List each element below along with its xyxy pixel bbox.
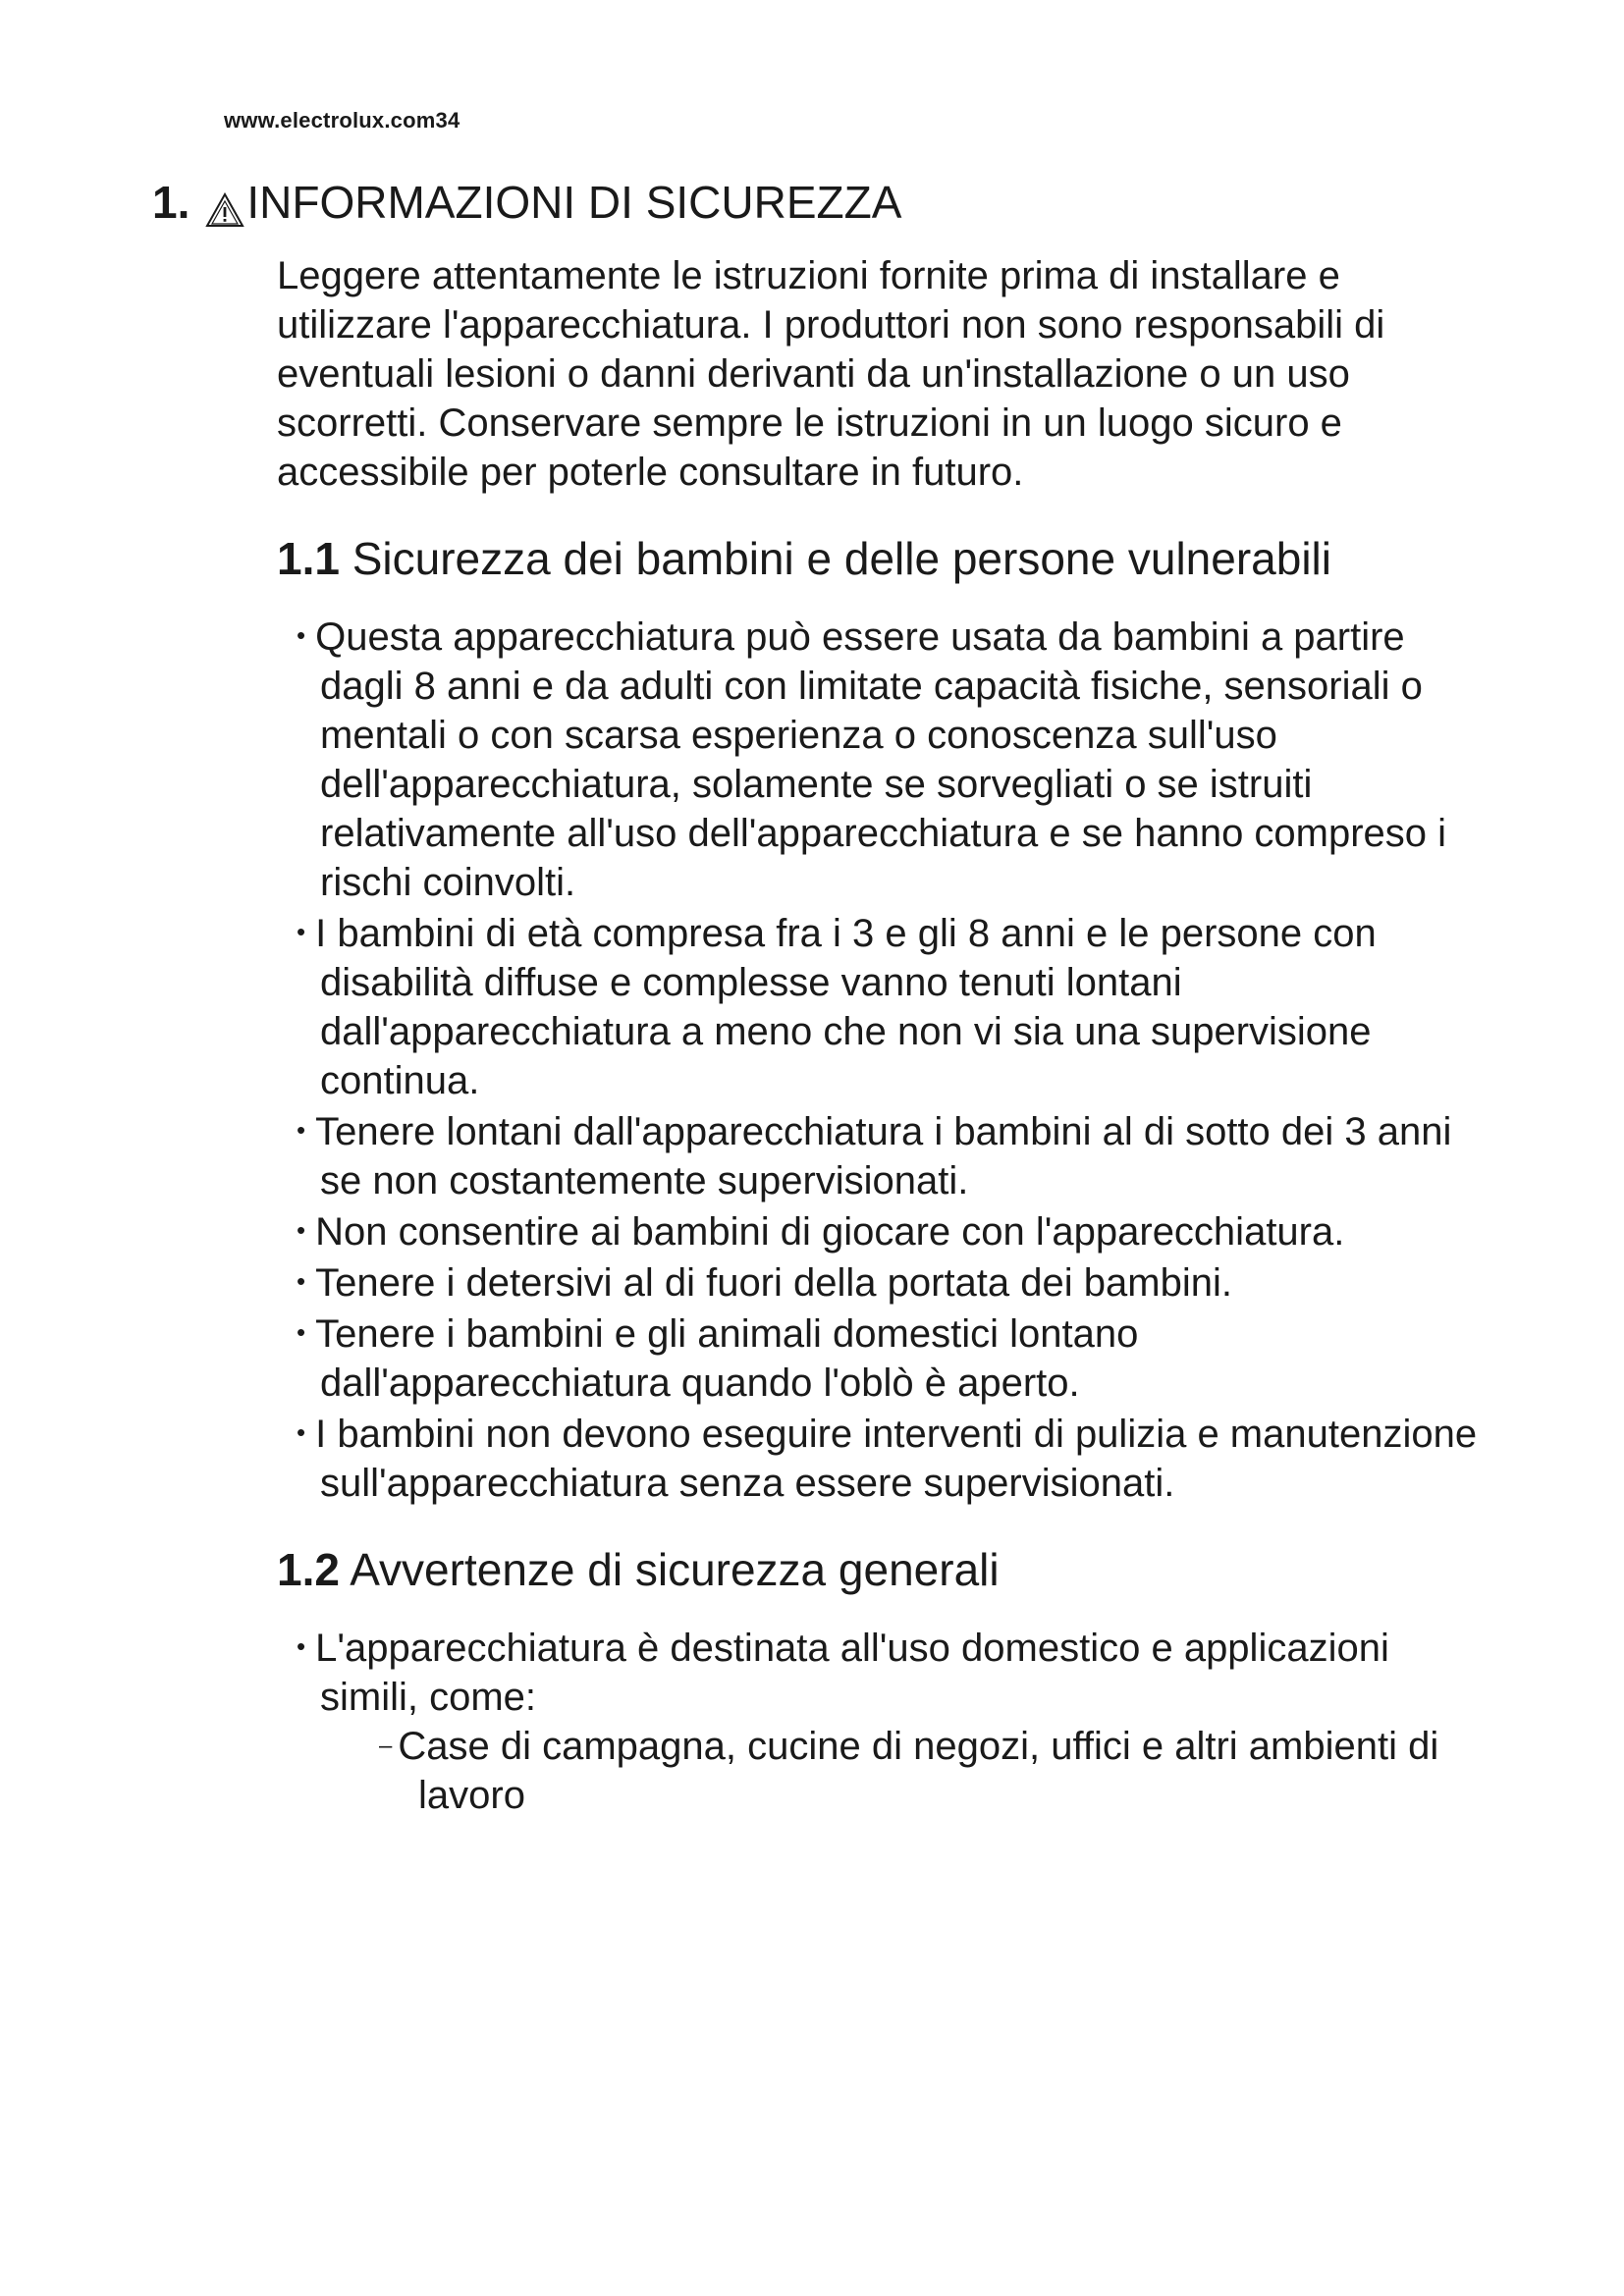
subsection-heading-1-1 — [277, 532, 1494, 585]
section-title: INFORMAZIONI DI SICUREZZA — [246, 177, 902, 228]
subsection-number: 1.2 — [277, 1544, 340, 1595]
list-item-text: L'apparecchiatura è destinata all'uso domestico e applicazioni simili, come: — [315, 1627, 1389, 1719]
list-item: • I bambini non devono eseguire interventi di pulizia e manutenzione sull'apparecchiatura senza essere supervisionati. — [277, 1408, 1494, 1508]
list-item: • Tenere lontani dall'apparecchiatura i bambini al di sotto dei 3 anni se non costantemente supervisionati. — [277, 1105, 1494, 1205]
general-safety-list — [277, 1622, 1494, 1820]
intro-paragraph: Leggere attentamente le istruzioni fornite prima di installare e utilizzare l'apparecchiatura. I produttori non sono responsabili di eventuali lesioni o danni derivanti da un'installazione o un uso scorretti. Conservare sempre le istruzioni in un luogo sicuro e accessibile per poterle consultare in futuro. — [277, 254, 1385, 494]
subsection-title: Sicurezza dei bambini e delle persone vulnerabili — [352, 533, 1331, 584]
subsection-number: 1.1 — [277, 533, 340, 584]
list-item: • I bambini di età compresa fra i 3 e gli 8 anni e le persone con disabilità diffuse e complesse vanno tenuti lontani dall'apparecchiatura a meno che non vi sia una supervisione continua. — [277, 907, 1494, 1105]
subsection-title: Avvertenze di sicurezza generali — [350, 1544, 1000, 1595]
section-heading — [152, 175, 901, 230]
list-item: • Non consentire ai bambini di giocare con l'apparecchiatura. — [277, 1205, 1494, 1256]
sub-list — [320, 1722, 1494, 1820]
warning-triangle-icon — [205, 185, 244, 220]
list-item: • Tenere i bambini e gli animali domestici lontano dall'apparecchiatura quando l'oblò è aperto. — [277, 1308, 1494, 1408]
child-safety-list — [277, 611, 1494, 1508]
list-item: • Tenere i detersivi al di fuori della portata dei bambini. — [277, 1256, 1494, 1308]
page-header-url: www.electrolux.com34 — [224, 108, 460, 133]
sub-list-item: – Case di campagna, cucine di negozi, uffici e altri ambienti di lavoro — [320, 1722, 1494, 1820]
subsection-heading-1-2 — [277, 1543, 1494, 1596]
page-content — [277, 251, 1494, 1820]
list-item: • Questa apparecchiatura può essere usata da bambini a partire dagli 8 anni e da adulti con limitate capacità fisiche, sensoriali o mentali o con scarsa esperienza o conoscenza sull'uso dell'apparecchiatura, solamente se sorvegliati o se istruiti relativamente all'uso dell'apparecchiatura e se hanno compreso i rischi coinvolti. — [277, 611, 1494, 907]
list-item — [277, 1622, 1494, 1820]
section-number: 1. — [152, 177, 190, 228]
